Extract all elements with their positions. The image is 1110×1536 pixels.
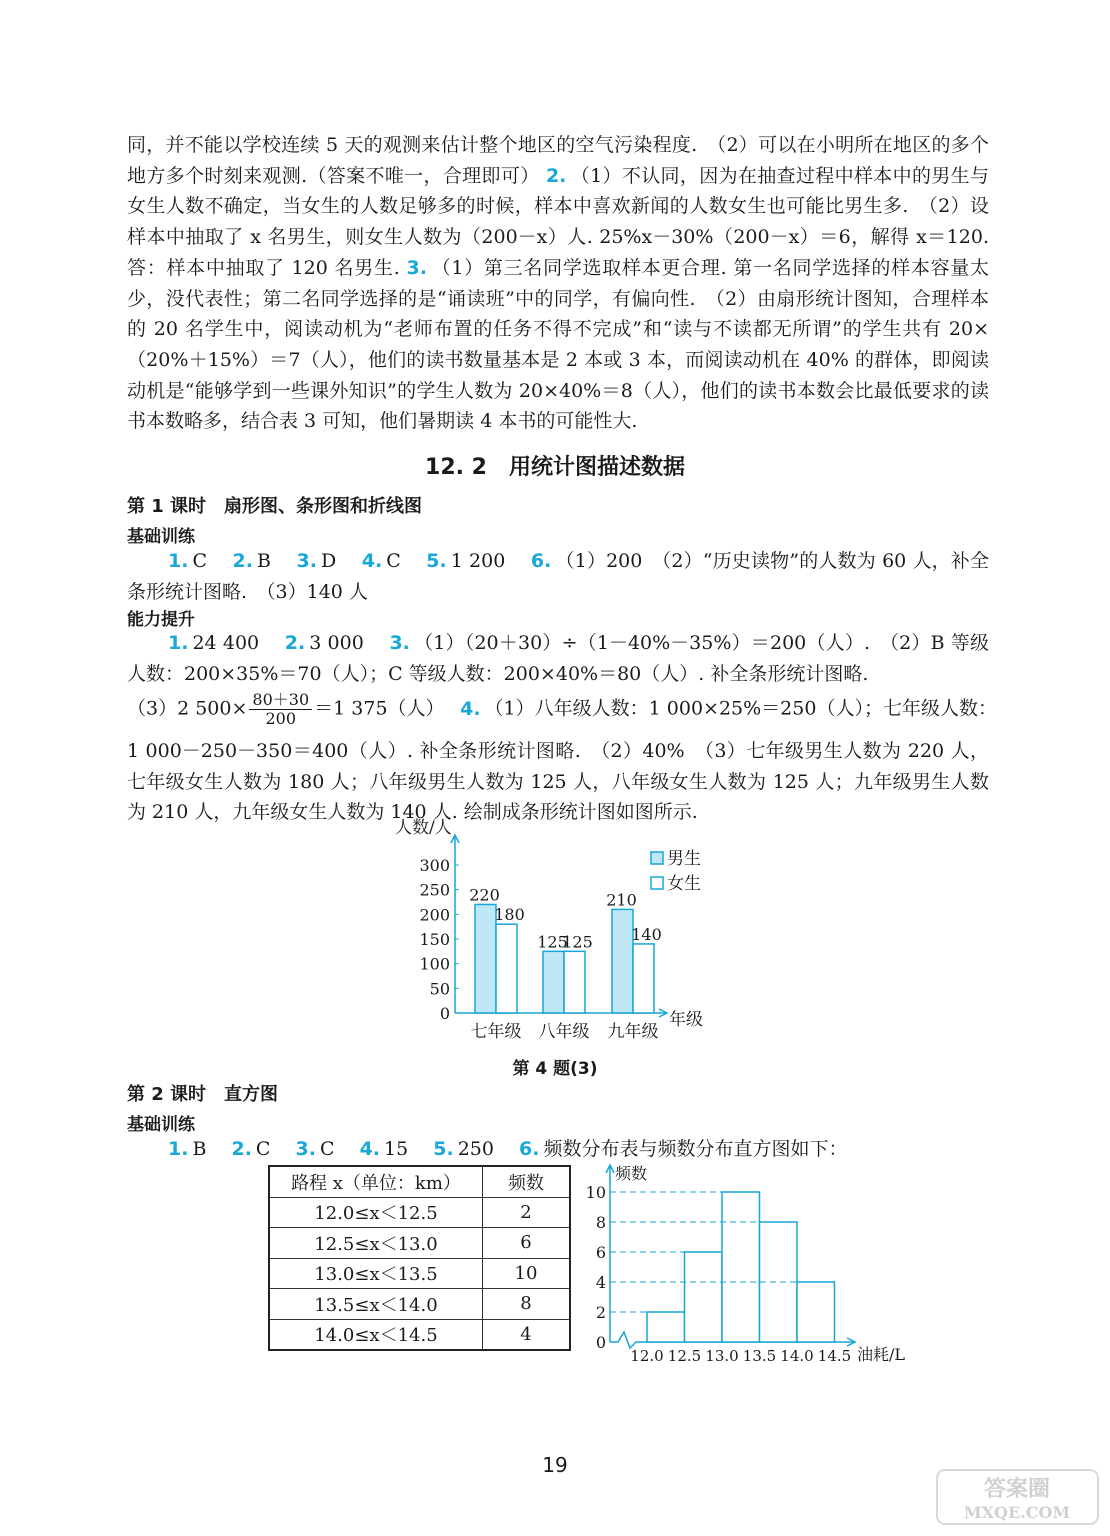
answer: （1）八年级人数：1 000×25%＝250（人）；七年级人数：: [484, 697, 997, 720]
lesson-1-basic-label: 基础训练: [127, 527, 195, 547]
table-row: [269, 1289, 570, 1320]
x-tick-label: 九年级: [607, 1022, 659, 1042]
y-tick-label: 250: [419, 880, 450, 900]
answer: C: [386, 550, 401, 572]
table-row: [269, 1228, 570, 1259]
data-label: 210: [606, 890, 637, 910]
y-tick-label: 200: [419, 905, 450, 925]
answer: B: [257, 550, 271, 572]
answer: C: [255, 1138, 271, 1160]
table-row: [269, 1258, 570, 1289]
answer: C: [192, 550, 207, 572]
answer: （1）（20＋30）÷（1－40%－35%）＝200（人）. （2）B 等级人数：200×35%＝70（人）；C 等级人数：200×40%＝80（人）. 补全条形统计图略.: [127, 632, 990, 685]
y-tick-label: 0: [439, 1004, 450, 1023]
question-number: 2.: [232, 550, 253, 572]
table-cell: 12.5≤x＜13.0: [269, 1228, 483, 1259]
histogram-bar: [797, 1282, 835, 1342]
table-row: [269, 1319, 570, 1350]
table-cell: 4: [483, 1319, 571, 1350]
legend-label: 男生: [667, 849, 701, 869]
answer: 3 000: [309, 632, 364, 654]
frequency-table: [268, 1165, 571, 1351]
table-cell: 13.0≤x＜13.5: [269, 1258, 483, 1289]
intro-paragraph: [127, 130, 989, 437]
table-cell: 13.5≤x＜14.0: [269, 1289, 483, 1320]
answer: 24 400: [192, 632, 260, 654]
question-number: 4.: [361, 550, 383, 572]
bar: [564, 951, 585, 1013]
x-tick-label: 14.5: [817, 1347, 852, 1365]
table-cell: 10: [483, 1258, 571, 1289]
page-number: 19: [542, 1453, 568, 1477]
x-tick-label: 14.0: [780, 1347, 814, 1365]
x-tick-label: 八年级: [538, 1022, 590, 1042]
answer: （1）200 （2）“历史读物”的人数为 60 人，补全条形统计图略. （3）140 人: [127, 550, 989, 603]
histogram-bar: [722, 1192, 760, 1342]
y-axis-label: 频数: [615, 1164, 648, 1183]
answer: D: [320, 550, 337, 572]
y-tick-label: 6: [595, 1243, 606, 1262]
answer: 250: [457, 1138, 494, 1160]
question-number: 3.: [296, 550, 317, 572]
answer: 1 200: [450, 550, 506, 572]
y-tick-label: 300: [419, 856, 450, 875]
fraction-line: [127, 691, 997, 728]
histogram-bar: [647, 1312, 685, 1342]
table-cell: 2: [483, 1197, 571, 1228]
question-number: 5.: [426, 550, 447, 572]
lesson-2-basic-label: 基础训练: [127, 1115, 195, 1135]
question-number: 4.: [359, 1138, 381, 1160]
y-tick-label: 150: [419, 930, 450, 949]
answer: 15: [384, 1138, 409, 1160]
svg-text:答案圈: 答案圈: [983, 1476, 1051, 1502]
bar: [633, 944, 654, 1013]
x-axis-label: 油耗/L: [857, 1345, 906, 1364]
question-number: 3.: [389, 632, 410, 654]
question-number: 3.: [295, 1138, 316, 1160]
question-number: 6.: [519, 1138, 540, 1160]
data-label: 140: [631, 924, 662, 944]
x-tick-label: 13.5: [742, 1347, 777, 1365]
table-cell: 12.0≤x＜12.5: [269, 1197, 483, 1228]
data-label: 220: [469, 885, 500, 905]
x-axis-label: 年级: [669, 1010, 703, 1030]
x-tick-label: 七年级: [470, 1022, 522, 1042]
bar: [543, 951, 564, 1013]
y-tick-label: 0: [595, 1333, 606, 1352]
y-axis-label: 人数/人: [395, 818, 452, 838]
data-label: 180: [494, 905, 525, 925]
answer: B: [192, 1138, 207, 1160]
table-cell: 6: [483, 1228, 571, 1259]
question-number: 1.: [168, 632, 189, 654]
table-header-row: [269, 1166, 570, 1197]
question-number: 2.: [545, 164, 567, 187]
fraction-denominator: 200: [265, 709, 297, 728]
y-tick-label: 8: [595, 1213, 606, 1232]
section-title: 12. 2 用统计图描述数据: [425, 455, 685, 480]
data-label: 125: [537, 932, 568, 952]
answer: （3）2 500×: [127, 697, 248, 720]
table-header: 路程 x（单位：km）: [269, 1166, 483, 1197]
question-number: 1.: [168, 1138, 189, 1160]
intro-text-3: （1）第三名同学选取样本更合理. 第一名同学选择的样本容量太少，没代表性；第二名同学选择的是“诵读班”中的同学，有偏向性. （2）由扇形统计图知，合理样本的 20 名学生中，阅读动机为“老师布置的任务不得不完成”和“读与不读都无所谓”的学生共有 20×（20%＋15%）＝7（人），他们的读书数量基本是 2 本或 3 本，而阅读动机在 40% 的群体，即阅读动机是“能够学到一些课外知识”的学生人数为 20×40%＝8（人），他们的读书本数会比最低要求的读书本数略多，结合表 3 可知，他们暑期读 4 本书的可能性大.: [127, 256, 990, 433]
lesson-1-basic-answers: [127, 546, 989, 607]
legend-label: 女生: [667, 874, 701, 894]
y-tick-label: 4: [595, 1273, 606, 1292]
y-tick-label: 2: [595, 1303, 606, 1322]
bar: [612, 909, 633, 1013]
fraction: [249, 691, 312, 728]
table-header: 频数: [483, 1166, 571, 1197]
svg-text:MXQE.COM: MXQE.COM: [963, 1503, 1071, 1522]
fraction-numerator: 80＋30: [249, 691, 312, 710]
table-cell: 8: [483, 1289, 571, 1320]
lesson-1-improve-answers: [127, 628, 989, 689]
intro-text-2: （1）不认同，因为在抽查过程中样本中的男生与女生人数不确定，当女生的人数足够多的时候，样本中喜欢新闻的人数女生也可能比男生多. （2）设样本中抽取了 x 名男生，则女生人数为（200－x）人. 25%x－30%（200－x）＝6，解得 x＝120. 答：样本中抽取了 120 名男生.: [127, 164, 990, 279]
lesson-1-improve-label: 能力提升: [127, 610, 195, 630]
grouped-bar-chart: [395, 815, 725, 1045]
y-tick-label: 100: [419, 954, 450, 974]
histogram-bar: [685, 1252, 723, 1342]
bar: [496, 924, 517, 1013]
watermark-logo: [935, 1468, 1100, 1526]
y-tick-label: 50: [429, 979, 450, 999]
question-number: 2.: [231, 1138, 252, 1160]
answer: ＝1 375（人）: [314, 697, 436, 720]
answer: 频数分布表与频数分布直方图如下：: [543, 1138, 848, 1160]
question-number: 2.: [284, 632, 306, 654]
table-cell: 14.0≤x＜14.5: [269, 1319, 483, 1350]
answer: C: [319, 1138, 335, 1160]
question-number: 5.: [433, 1138, 454, 1160]
x-tick-label: 13.0: [705, 1347, 739, 1365]
chart-caption: 第 4 题(3): [512, 1059, 598, 1079]
histogram-chart: [585, 1155, 915, 1370]
question-number: 1.: [168, 550, 189, 572]
question-number: 4.: [460, 697, 481, 720]
data-label: 125: [562, 932, 593, 952]
lesson-2-title: 第 2 课时 直方图: [127, 1084, 279, 1105]
answer: 1 000－250－350＝400（人）. 补全条形统计图略. （2）40% （3）七年级男生人数为 220 人，七年级女生人数为 180 人；八年级男生人数为 125 人，八年级女生人数为 125 人；九年级男生人数为 210 人，九年级女生人数为 140 人. 绘制成条形统计图如图所示.: [127, 740, 989, 824]
bar: [475, 904, 496, 1013]
table-row: [269, 1197, 570, 1228]
x-tick-label: 12.5: [667, 1347, 702, 1365]
intro-text-1: 同，并不能以学校连续 5 天的观测来估计整个地区的空气污染程度. （2）可以在小明所在地区的多个地方多个时刻来观测.（答案不唯一，合理即可）: [127, 134, 989, 187]
x-tick-label: 12.0: [630, 1347, 664, 1365]
question-number: 3.: [406, 256, 427, 279]
legend-swatch: [651, 877, 663, 889]
question-number: 6.: [530, 550, 552, 572]
legend-swatch: [651, 852, 663, 864]
lesson-1-title: 第 1 课时 扇形图、条形图和折线图: [127, 496, 423, 517]
y-tick-label: 10: [585, 1183, 606, 1202]
